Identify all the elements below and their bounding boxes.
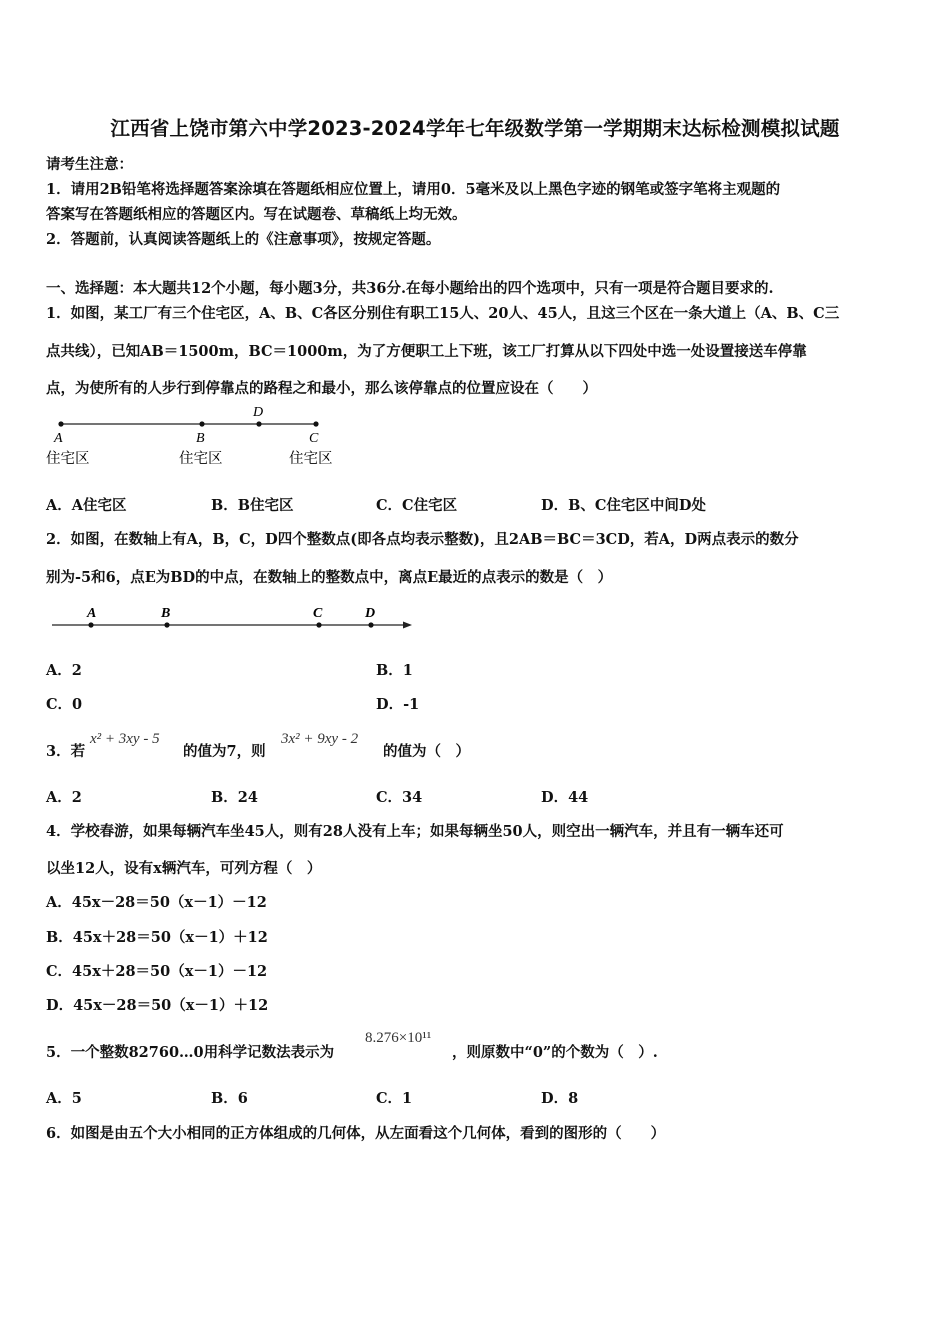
q4-option-c: C．45x＋28＝50（x－1）－12 xyxy=(46,963,268,980)
q4-option-a: A．45x－28＝50（x－1）－12 xyxy=(46,894,267,911)
q5-suffix: ，则原数中“0”的个数为（ ）. xyxy=(452,1044,658,1061)
q3-option-b: B．24 xyxy=(211,789,258,806)
q1-line-2: 点共线），已知AB＝1500m，BC＝1000m，为了方便职工上下班，该工厂打算从以下四处中选一处设置接送车停靠 xyxy=(46,343,807,360)
q1-label-c: C xyxy=(309,431,319,446)
q1-point-b xyxy=(199,421,204,426)
q1-option-d: D．B、C住宅区中间D处 xyxy=(541,497,706,514)
q3-expression-2: 3x² + 9xy - 2 xyxy=(281,731,359,747)
q1-label-d: D xyxy=(253,405,264,420)
q3-option-c: C．34 xyxy=(376,789,423,806)
q1-place-b: 住宅区 xyxy=(179,451,223,467)
notice-line-1: 1．请用2B铅笔将选择题答案涂填在答题纸相应位置上，请用0．5毫米及以上黑色字迹的钢笔或签字笔将主观题的 xyxy=(46,181,781,198)
q2-line-2: 别为-5和6，点E为BD的中点，在数轴上的整数点中，离点E最近的点表示的数是（ ） xyxy=(46,569,613,586)
q1-point-a xyxy=(58,421,63,426)
section-heading: 一、选择题：本大题共12个小题，每小题3分，共36分.在每小题给出的四个选项中，只有一项是符合题目要求的. xyxy=(46,280,774,297)
q3-middle: 的值为7，则 xyxy=(183,743,266,760)
q4-option-d: D．45x－28＝50（x－1）＋12 xyxy=(46,997,269,1014)
q5-expression: 8.276×10¹¹ xyxy=(365,1030,432,1046)
q2-option-b: B．1 xyxy=(376,662,413,679)
q2-point-a xyxy=(88,622,93,627)
q2-option-c: C．0 xyxy=(46,696,83,713)
q2-point-d xyxy=(368,622,373,627)
q4-option-b: B．45x＋28＝50（x－1）＋12 xyxy=(46,929,268,946)
q1-label-b: B xyxy=(196,431,205,446)
q2-label-a: A xyxy=(87,606,97,621)
q6-text: 6．如图是由五个大小相同的正方体组成的几何体，从左面看这个几何体，看到的图形的（ ） xyxy=(46,1125,666,1142)
q2-point-c xyxy=(316,622,321,627)
notice-heading: 请考生注意： xyxy=(46,156,133,173)
q2-point-b xyxy=(164,622,169,627)
q1-figure xyxy=(44,402,354,477)
q2-number-line xyxy=(48,600,418,636)
q2-axis-arrow xyxy=(403,622,412,629)
q2-label-b: B xyxy=(161,606,171,621)
q3-suffix: 的值为（ ） xyxy=(383,743,470,760)
q4-line-1: 4．学校春游，如果每辆汽车坐45人，则有28人没有上车；如果每辆坐50人，则空出一辆汽车，并且有一辆车还可 xyxy=(46,823,784,840)
q3-expression-1: x² + 3xy - 5 xyxy=(90,731,160,747)
q5-option-a: A．5 xyxy=(46,1090,82,1107)
q2-line-1: 2．如图，在数轴上有A，B，C，D四个整数点(即各点均表示整数)，且2AB＝BC＝3CD，若A，D两点表示的数分 xyxy=(46,531,799,548)
q2-label-c: C xyxy=(313,606,323,621)
q1-point-c xyxy=(313,421,318,426)
q1-place-c: 住宅区 xyxy=(289,451,333,467)
q1-label-a: A xyxy=(54,431,63,446)
page-title: 江西省上饶市第六中学2023-2024学年七年级数学第一学期期末达标检测模拟试题 xyxy=(110,117,840,140)
q1-point-d xyxy=(256,421,261,426)
q1-option-c: C．C住宅区 xyxy=(376,497,458,514)
q2-option-d: D．-1 xyxy=(376,696,420,713)
q2-label-d: D xyxy=(365,606,376,621)
q5-prefix: 5．一个整数82760…0用科学记数法表示为 xyxy=(46,1044,335,1061)
q2-option-a: A．2 xyxy=(46,662,82,679)
q3-prefix: 3．若 xyxy=(46,743,86,760)
q1-line-1: 1．如图，某工厂有三个住宅区，A、B、C各区分别住有职工15人、20人、45人，且这三个区在一条大道上（A、B、C三 xyxy=(46,305,840,322)
q1-place-a: 住宅区 xyxy=(46,451,90,467)
q1-line-3: 点，为使所有的人步行到停靠点的路程之和最小，那么该停靠点的位置应设在（ ） xyxy=(46,380,597,397)
q1-option-b: B．B住宅区 xyxy=(211,497,294,514)
q3-option-d: D．44 xyxy=(541,789,589,806)
q1-option-a: A．A住宅区 xyxy=(46,497,127,514)
q5-option-d: D．8 xyxy=(541,1090,579,1107)
q4-line-2: 以坐12人，设有x辆汽车，可列方程（ ） xyxy=(46,860,322,877)
notice-line-3: 2．答题前，认真阅读答题纸上的《注意事项》，按规定答题。 xyxy=(46,231,441,248)
q3-option-a: A．2 xyxy=(46,789,82,806)
q5-option-c: C．1 xyxy=(376,1090,413,1107)
notice-line-2: 答案写在答题纸相应的答题区内。写在试题卷、草稿纸上均无效。 xyxy=(46,206,467,223)
q5-option-b: B．6 xyxy=(211,1090,248,1107)
